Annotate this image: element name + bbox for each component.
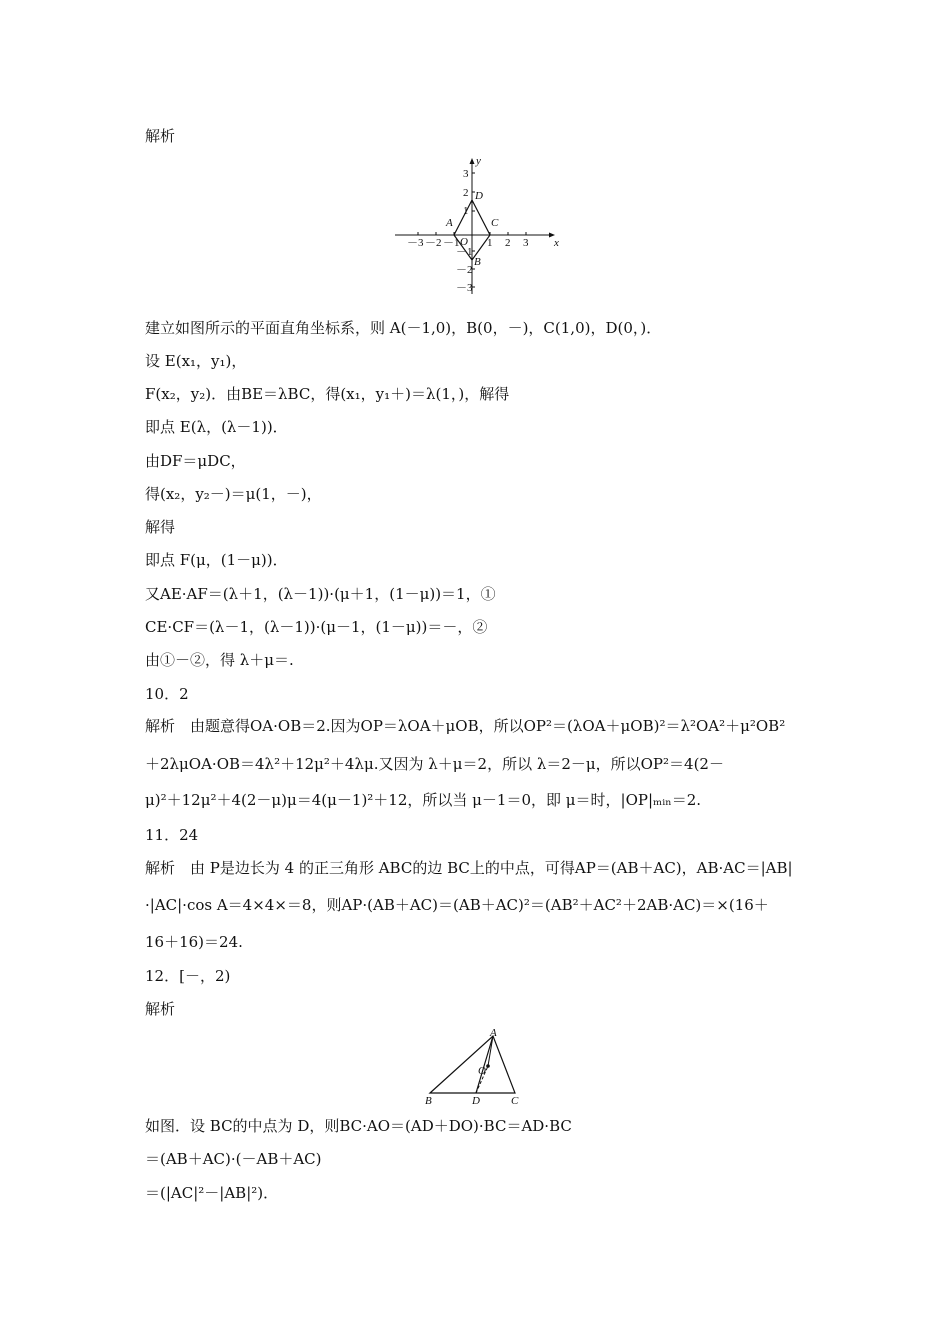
point-label-o: O [478,1065,486,1077]
point-label-a: A [490,1027,497,1039]
point-label-c: C [491,217,499,229]
x-tick: 3 [523,237,529,249]
text-line: 即点 F(μ，(1－μ))． [145,551,288,569]
answer-12: 12．[－，2) [145,967,231,985]
x-axis-label: x [554,237,559,249]
text-line: 解析 由 P是边长为 4 的正三角形 ABC的边 BC上的中点，可得AP＝(AB＋AC)，AB·AC＝|AB| [145,859,793,877]
y-tick: －2 [456,264,473,276]
y-tick: 1 [463,205,469,217]
text-line: 设 E(x₁，y₁)， [145,352,247,370]
point-label-a: A [446,217,453,229]
y-tick: 3 [463,168,469,180]
point-label-d: D [475,190,483,202]
x-tick: －3 [407,237,424,249]
text-line: 即点 E(λ，(λ－1))． [145,418,288,436]
triangle-figure [420,1026,530,1106]
text-line: CE·CF＝(λ－1，(λ－1))·(μ－1，(1－μ))＝－，② [145,618,488,636]
y-tick: －1 [456,246,473,258]
x-tick: －1 [443,237,460,249]
text-line: F(x₂，y₂)．由BE＝λBC，得(x₁，y₁＋)＝λ(1，)，解得 [145,385,510,403]
text-line: 得(x₂，y₂－)＝μ(1，－)， [145,485,322,503]
answer-10: 10．2 [145,685,189,703]
y-tick: －3 [456,282,473,294]
text-line: ·|AC|·cos A＝4×4×＝8，则AP·(AB＋AC)＝(AB＋AC)²＝(AB²＋AC²＋2AB·AC)＝×(16＋ [145,896,769,914]
x-tick: －2 [425,237,442,249]
text-line: 由DF＝μDC， [145,452,246,470]
y-tick: 2 [463,187,469,199]
analysis-heading: 解析 [145,1000,176,1018]
text-line: ＋2λμOA·OB＝4λ²＋12μ²＋4λμ.又因为 λ＋μ＝2，所以 λ＝2－μ，所以OP²＝4(2－ [145,755,724,773]
text-line: 如图．设 BC的中点为 D，则BC·AO＝(AD＋DO)·BC＝AD·BC [145,1117,572,1135]
point-label-c: C [511,1095,519,1106]
text-line: 解析 由题意得OA·OB＝2.因为OP＝λOA＋μOB，所以OP²＝(λOA＋μOB)²＝λ²OA²＋μ²OB² [145,717,786,735]
text-line: 又AE·AF＝(λ＋1，(λ－1))·(μ＋1，(1－μ))＝1，① [145,585,496,603]
y-axis-label: y [476,155,481,167]
x-tick: 1 [487,237,493,249]
text-line: 由①－②，得 λ＋μ＝. [145,651,294,669]
text-line: ＝(|AC|²－|AB|²)． [145,1184,279,1202]
x-tick: 2 [505,237,511,249]
point-label-b: B [425,1095,432,1106]
text-line: 建立如图所示的平面直角坐标系，则 A(－1,0)，B(0，－)，C(1,0)，D(0，)． [145,319,662,337]
analysis-heading: 解析 [145,127,176,145]
coordinate-figure [390,152,565,297]
text-line: 16＋16)＝24. [145,933,243,951]
point-label-b: B [474,256,481,268]
origin-label: O [460,236,468,248]
point-label-d: D [472,1095,480,1106]
text-line: ＝(AB＋AC)·(－AB＋AC) [145,1150,322,1168]
text-line: 解得 [145,518,176,536]
answer-11: 11．24 [145,826,199,844]
text-line: μ)²＋12μ²＋4(2－μ)μ＝4(μ－1)²＋12，所以当 μ－1＝0，即 μ＝时，|OP|ₘᵢₙ＝2. [145,791,702,809]
